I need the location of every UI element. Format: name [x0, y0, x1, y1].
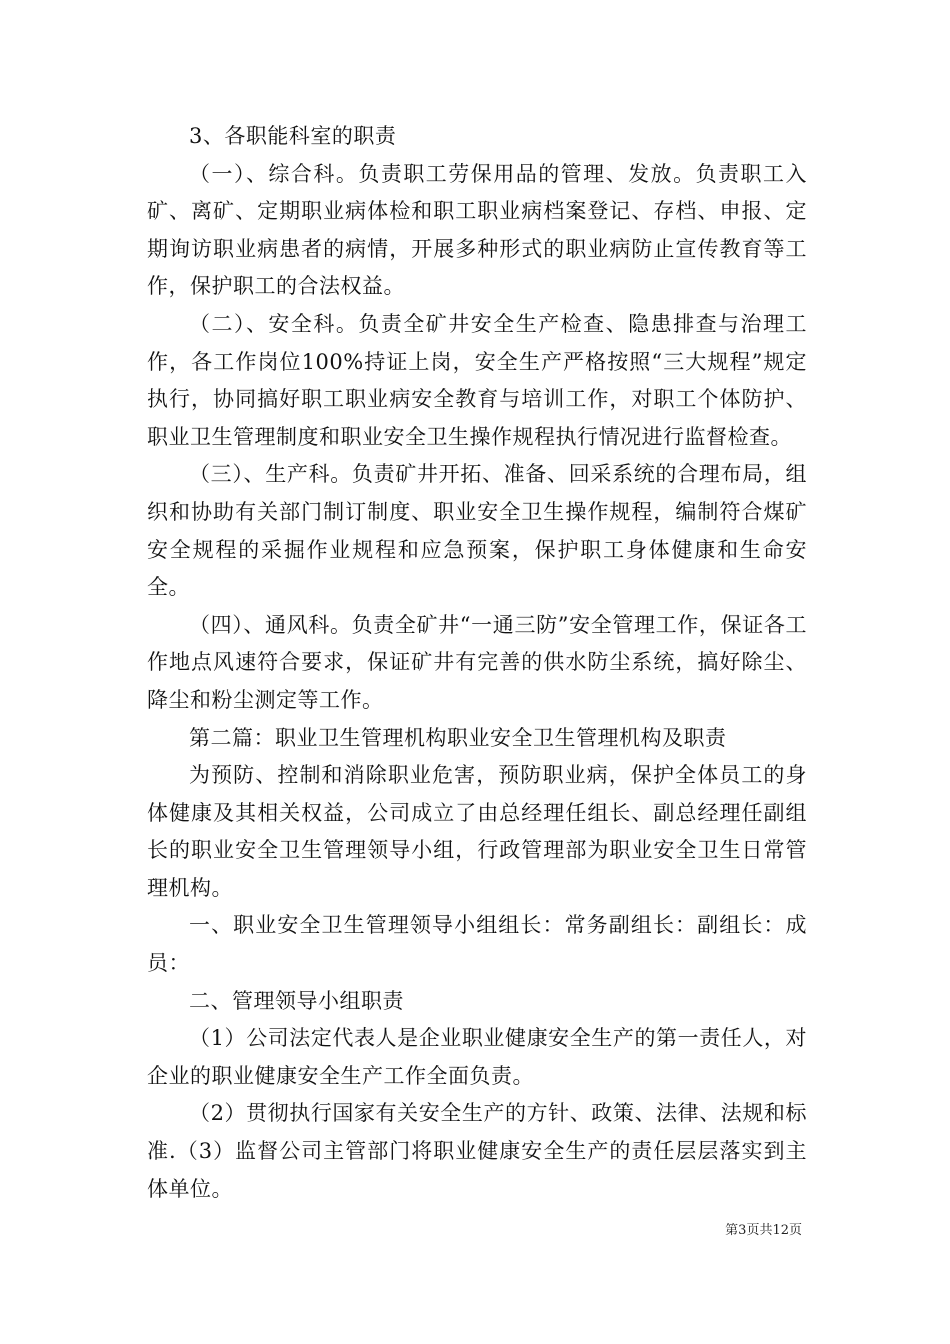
paragraph-general-dept: （一）、综合科。负责职工劳保用品的管理、发放。负责职工入矿、离矿、定期职业病体检和职工职业病档案登记、存档、申报、定期询访职业病患者的病情，开展多种形式的职业病防止宣传教育等工作，保护职工的合法权益。 [147, 161, 807, 299]
paragraph-ventilation-dept: （四）、通风科。负责全矿井“一通三防”安全管理工作，保证各工作地点风速符合要求，保证矿井有完善的供水防尘系统，搞好除尘、降尘和粉尘测定等工作。 [147, 612, 807, 712]
paragraph-duty-1: （1）公司法定代表人是企业职业健康安全生产的第一责任人，对企业的职业健康安全生产工作全面负责。 [147, 1026, 807, 1088]
page-number-footer: 第3页共12页 [725, 1223, 802, 1238]
section-heading-group-duties: 二、管理领导小组职责 [189, 988, 404, 1013]
paragraph-intro: 为预防、控制和消除职业危害，预防职业病，保护全体员工的身体健康及其相关权益，公司成立了由总经理任组长、副总经理任副组长的职业安全卫生管理领导小组，行政管理部为职业安全卫生日常管理机构。 [147, 763, 807, 900]
chapter-title-part-two: 第二篇：职业卫生管理机构职业安全卫生管理机构及职责 [189, 725, 727, 750]
paragraph-leadership-group: 一、职业安全卫生管理领导小组组长：常务副组长：副组长：成员： [147, 913, 807, 976]
paragraph-production-dept: （三）、生产科。负责矿井开拓、准备、回采系统的合理布局，组织和协助有关部门制订制度、职业安全卫生操作规程，编制符合煤矿安全规程的采掘作业规程和应急预案，保护职工身体健康和生命安全。 [147, 462, 807, 600]
document-body [147, 118, 807, 1208]
paragraph-duty-2-3: （2）贯彻执行国家有关安全生产的方针、政策、法律、法规和标准.（3）监督公司主管部门将职业健康安全生产的责任层层落实到主体单位。 [147, 1101, 807, 1201]
paragraph-safety-dept: （二）、安全科。负责全矿井安全生产检查、隐患排查与治理工作，各工作岗位100%持证上岗，安全生产严格按照“三大规程”规定执行，协同搞好职工职业病安全教育与培训工作，对职工个体防护、职业卫生管理制度和职业安全卫生操作规程执行情况进行监督检查。 [147, 311, 807, 449]
section-heading-duties: 3、各职能科室的职责 [189, 124, 397, 148]
